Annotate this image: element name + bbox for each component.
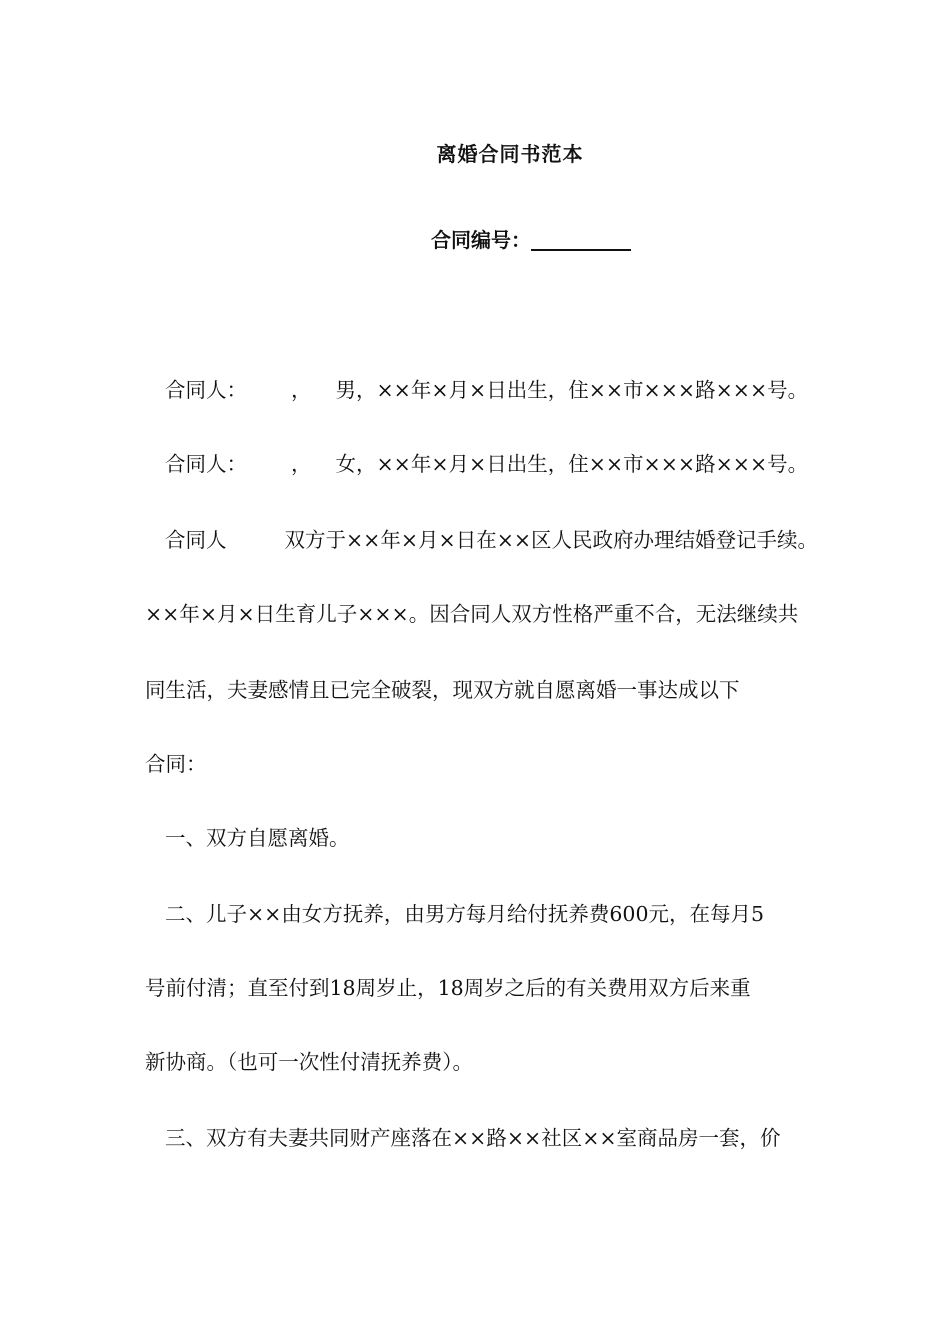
contract-number-field xyxy=(431,224,631,253)
clause-1: 一、双方自愿离婚。 xyxy=(165,826,350,850)
clause-2-line-3: 新协商。（也可一次性付清抚养费）。 xyxy=(145,1050,473,1074)
keyword-marriage: 结婚 xyxy=(674,528,716,552)
background-line-2: ××年×月×日生育儿子×××。因合同人双方性格严重不合，无法继续共 xyxy=(145,602,799,626)
contract-number-label: 合同编号： xyxy=(431,228,531,252)
clause-3-line-1: 三、双方有夫妻共同财产座落在××路××社区××室商品房一套，价 xyxy=(165,1126,781,1150)
keyword-divorce: 离婚 xyxy=(575,678,617,702)
party-female-line: 合同人： ， 女，××年×月×日出生，住××市×××路×××号。 xyxy=(165,452,809,476)
party-male-details: 男，××年×月×日出生，住××市×××路×××号。 xyxy=(335,378,809,402)
document-title: 离婚合同书范本 xyxy=(436,142,584,166)
keyword-child-support: 抚养费 xyxy=(547,902,610,926)
party-label: 合同人： xyxy=(165,452,247,476)
party-label: 合同人： xyxy=(165,378,247,402)
party-female-details: 女，××年×月×日出生，住××市×××路×××号。 xyxy=(335,452,809,476)
contract-number-blank xyxy=(531,229,631,251)
background-line-3: 同生活，夫妻感情且已完全破裂，现双方就自愿离婚一事达成以下 xyxy=(145,678,740,702)
party-male-line: 合同人： ， 男，××年×月×日出生，住××市×××路×××号。 xyxy=(165,378,809,402)
clause-2-line-1: 二、儿子××由女方抚养，由男方每月给付抚养费600元，在每月5 xyxy=(165,902,765,926)
clause-2-line-2: 号前付清；直至付到18周岁止，18周岁之后的有关费用双方后来重 xyxy=(145,976,751,1000)
background-line-4: 合同： xyxy=(145,752,207,776)
background-line-1: 合同人 双方于××年×月×日在××区人民政府办理结婚登记手续。 xyxy=(165,528,819,552)
